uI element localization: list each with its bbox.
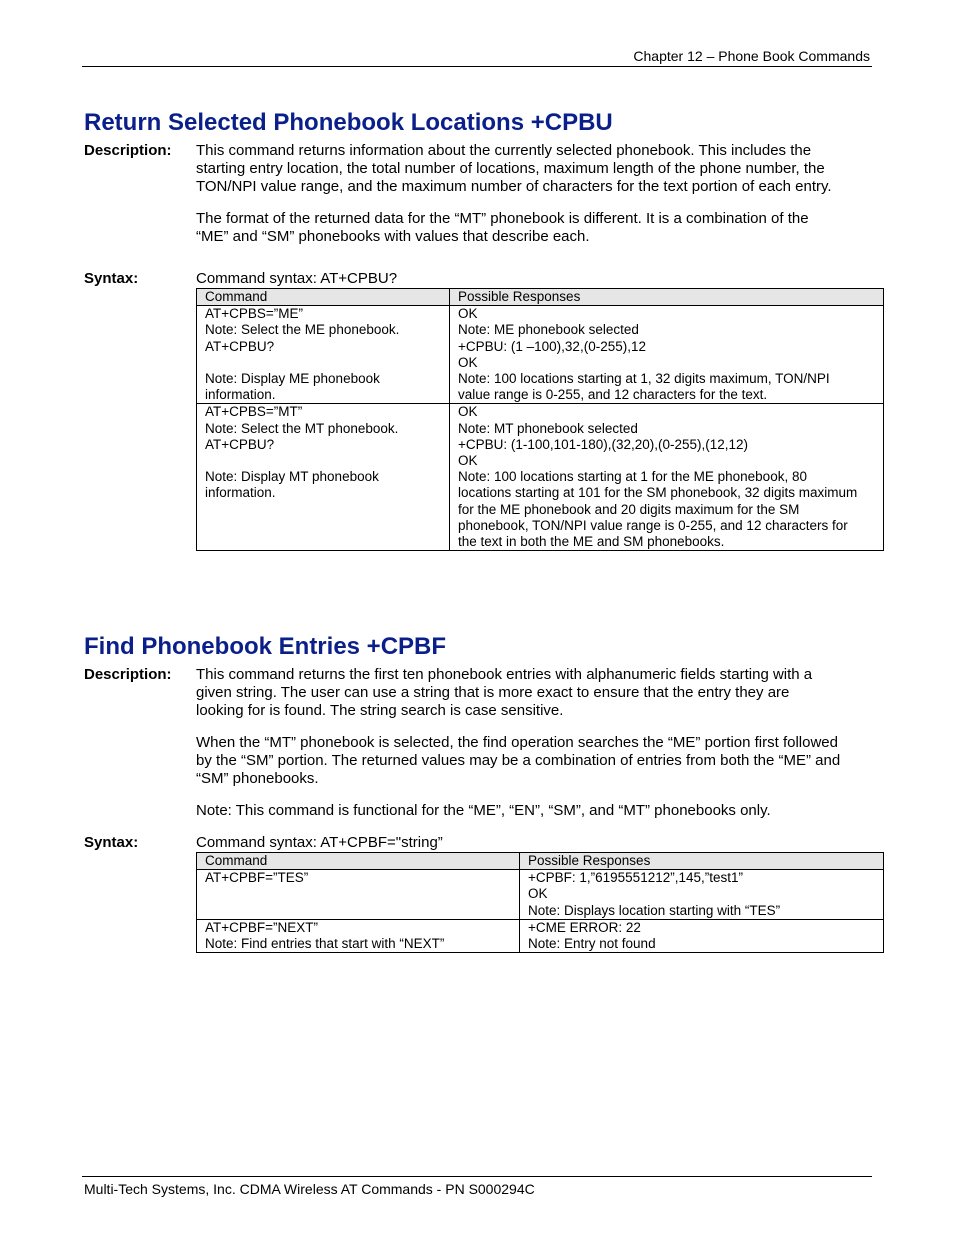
cell-line: Note: 100 locations starting at 1, 32 digits maximum, TON/NPI: [458, 371, 830, 387]
description-field: [84, 666, 884, 820]
cell-line: for the ME phonebook and 20 digits maximum for the SM: [458, 501, 800, 517]
cell-line: Note: Entry not found: [528, 936, 656, 952]
footer-text: Multi-Tech Systems, Inc. CDMA Wireless AT Commands - PN S000294C: [84, 1181, 535, 1197]
syntax-text: Command syntax: AT+CPBF="string”: [196, 834, 443, 851]
description-paragraph: When the “MT” phonebook is selected, the find operation searches the “ME” portion first followed by the “SM” portion. The returned values may be a combination of entries from both the “ME” and “SM” phonebooks.: [196, 734, 841, 787]
syntax-field: [84, 270, 884, 288]
cell-line: +CPBF: 1,”6195551212”,145,”test1”: [528, 870, 744, 886]
response-cell: [450, 306, 884, 404]
description-field: [84, 142, 884, 246]
table-row: [197, 306, 884, 404]
section-title: Return Selected Phonebook Locations +CPBU: [84, 109, 613, 136]
cell-line: [205, 453, 449, 469]
cell-line: OK: [458, 354, 478, 370]
cell-line: +CPBU: (1 –100),32,(0-255),12: [458, 338, 646, 354]
cell-line: Note: Select the ME phonebook.: [205, 322, 400, 338]
cell-line: OK: [458, 306, 478, 322]
command-cell: [197, 404, 450, 551]
cell-line: phonebook, TON/NPI value range is 0-255, and 12 characters for: [458, 517, 848, 533]
section-cpbu: [84, 108, 884, 551]
section-cpbf: [84, 632, 884, 953]
cell-line: [205, 355, 449, 371]
table-row: [197, 919, 884, 952]
description-label: Description:: [84, 142, 172, 159]
cell-line: OK: [458, 404, 478, 420]
cell-line: information.: [205, 485, 276, 501]
response-cell: [450, 404, 884, 551]
column-header: Possible Responses: [450, 289, 884, 306]
description-label: Description:: [84, 666, 172, 683]
cell-line: Note: 100 locations starting at 1 for the ME phonebook, 80: [458, 469, 807, 485]
cell-line: AT+CPBF=”TES”: [205, 870, 309, 886]
chapter-title: Chapter 12 – Phone Book Commands: [633, 48, 870, 64]
command-cell: [197, 919, 520, 952]
cell-line: AT+CPBU?: [205, 338, 275, 354]
column-header: Command: [197, 289, 450, 306]
cell-line: AT+CPBS=”ME”: [205, 306, 304, 322]
command-cell: [197, 870, 520, 920]
cell-line: +CPBU: (1-100,101-180),(32,20),(0-255),(12,12): [458, 436, 749, 452]
cell-line: Note: Select the MT phonebook.: [205, 420, 399, 436]
description-paragraph: The format of the returned data for the “MT” phonebook is different. It is a combination of the “ME” and “SM” phonebooks with values that describe each.: [196, 210, 809, 245]
response-cell: [520, 919, 884, 952]
cell-line: AT+CPBF=”NEXT”: [205, 919, 319, 935]
cell-line: Note: Find entries that start with “NEXT”: [205, 936, 445, 952]
table-row: [197, 870, 884, 920]
description-paragraph: This command returns information about the currently selected phonebook. This includes the starting entry location, the total number of locations, maximum length of the phone number, the TON/NPI value range, and the maximum number of characters for the text portion of each entry.: [196, 142, 832, 195]
cell-line: AT+CPBU?: [205, 436, 275, 452]
command-table: [196, 288, 884, 551]
cell-line: the text in both the ME and SM phonebooks.: [458, 534, 725, 550]
response-cell: [520, 870, 884, 920]
page-header: [82, 46, 872, 67]
column-header: Command: [197, 853, 520, 870]
cell-line: value range is 0-255, and 12 characters for the text.: [458, 387, 768, 403]
cell-line: +CME ERROR: 22: [528, 919, 641, 935]
syntax-text: Command syntax: AT+CPBU?: [196, 270, 398, 287]
syntax-field: [84, 834, 884, 852]
cell-line: Note: Display MT phonebook: [205, 469, 379, 485]
cell-line: information.: [205, 387, 276, 403]
column-header: Possible Responses: [520, 853, 884, 870]
table-header-row: [197, 853, 884, 870]
description-paragraph: This command returns the first ten phonebook entries with alphanumeric fields starting with a given string. The user can use a string that is more exact to ensure that the entry they are looking for is found. The string search is case sensitive.: [196, 666, 813, 719]
cell-line: OK: [528, 886, 548, 902]
cell-line: Note: MT phonebook selected: [458, 420, 638, 436]
cell-line: AT+CPBS=”MT”: [205, 404, 303, 420]
cell-line: OK: [458, 453, 478, 469]
table-row: [197, 404, 884, 551]
command-table: [196, 852, 884, 953]
syntax-label: Syntax:: [84, 834, 139, 851]
cell-line: Note: Display ME phonebook: [205, 371, 380, 386]
section-title: Find Phonebook Entries +CPBF: [84, 633, 447, 660]
command-cell: [197, 306, 450, 404]
table-header-row: [197, 289, 884, 306]
cell-line: Note: Displays location starting with “TES”: [528, 902, 781, 918]
cell-line: Note: ME phonebook selected: [458, 322, 639, 338]
description-paragraph: Note: This command is functional for the “ME”, “EN”, “SM”, and “MT” phonebooks only.: [196, 802, 771, 819]
page-footer: [82, 1176, 872, 1197]
syntax-label: Syntax:: [84, 270, 139, 287]
cell-line: locations starting at 101 for the SM phonebook, 32 digits maximum: [458, 485, 858, 501]
